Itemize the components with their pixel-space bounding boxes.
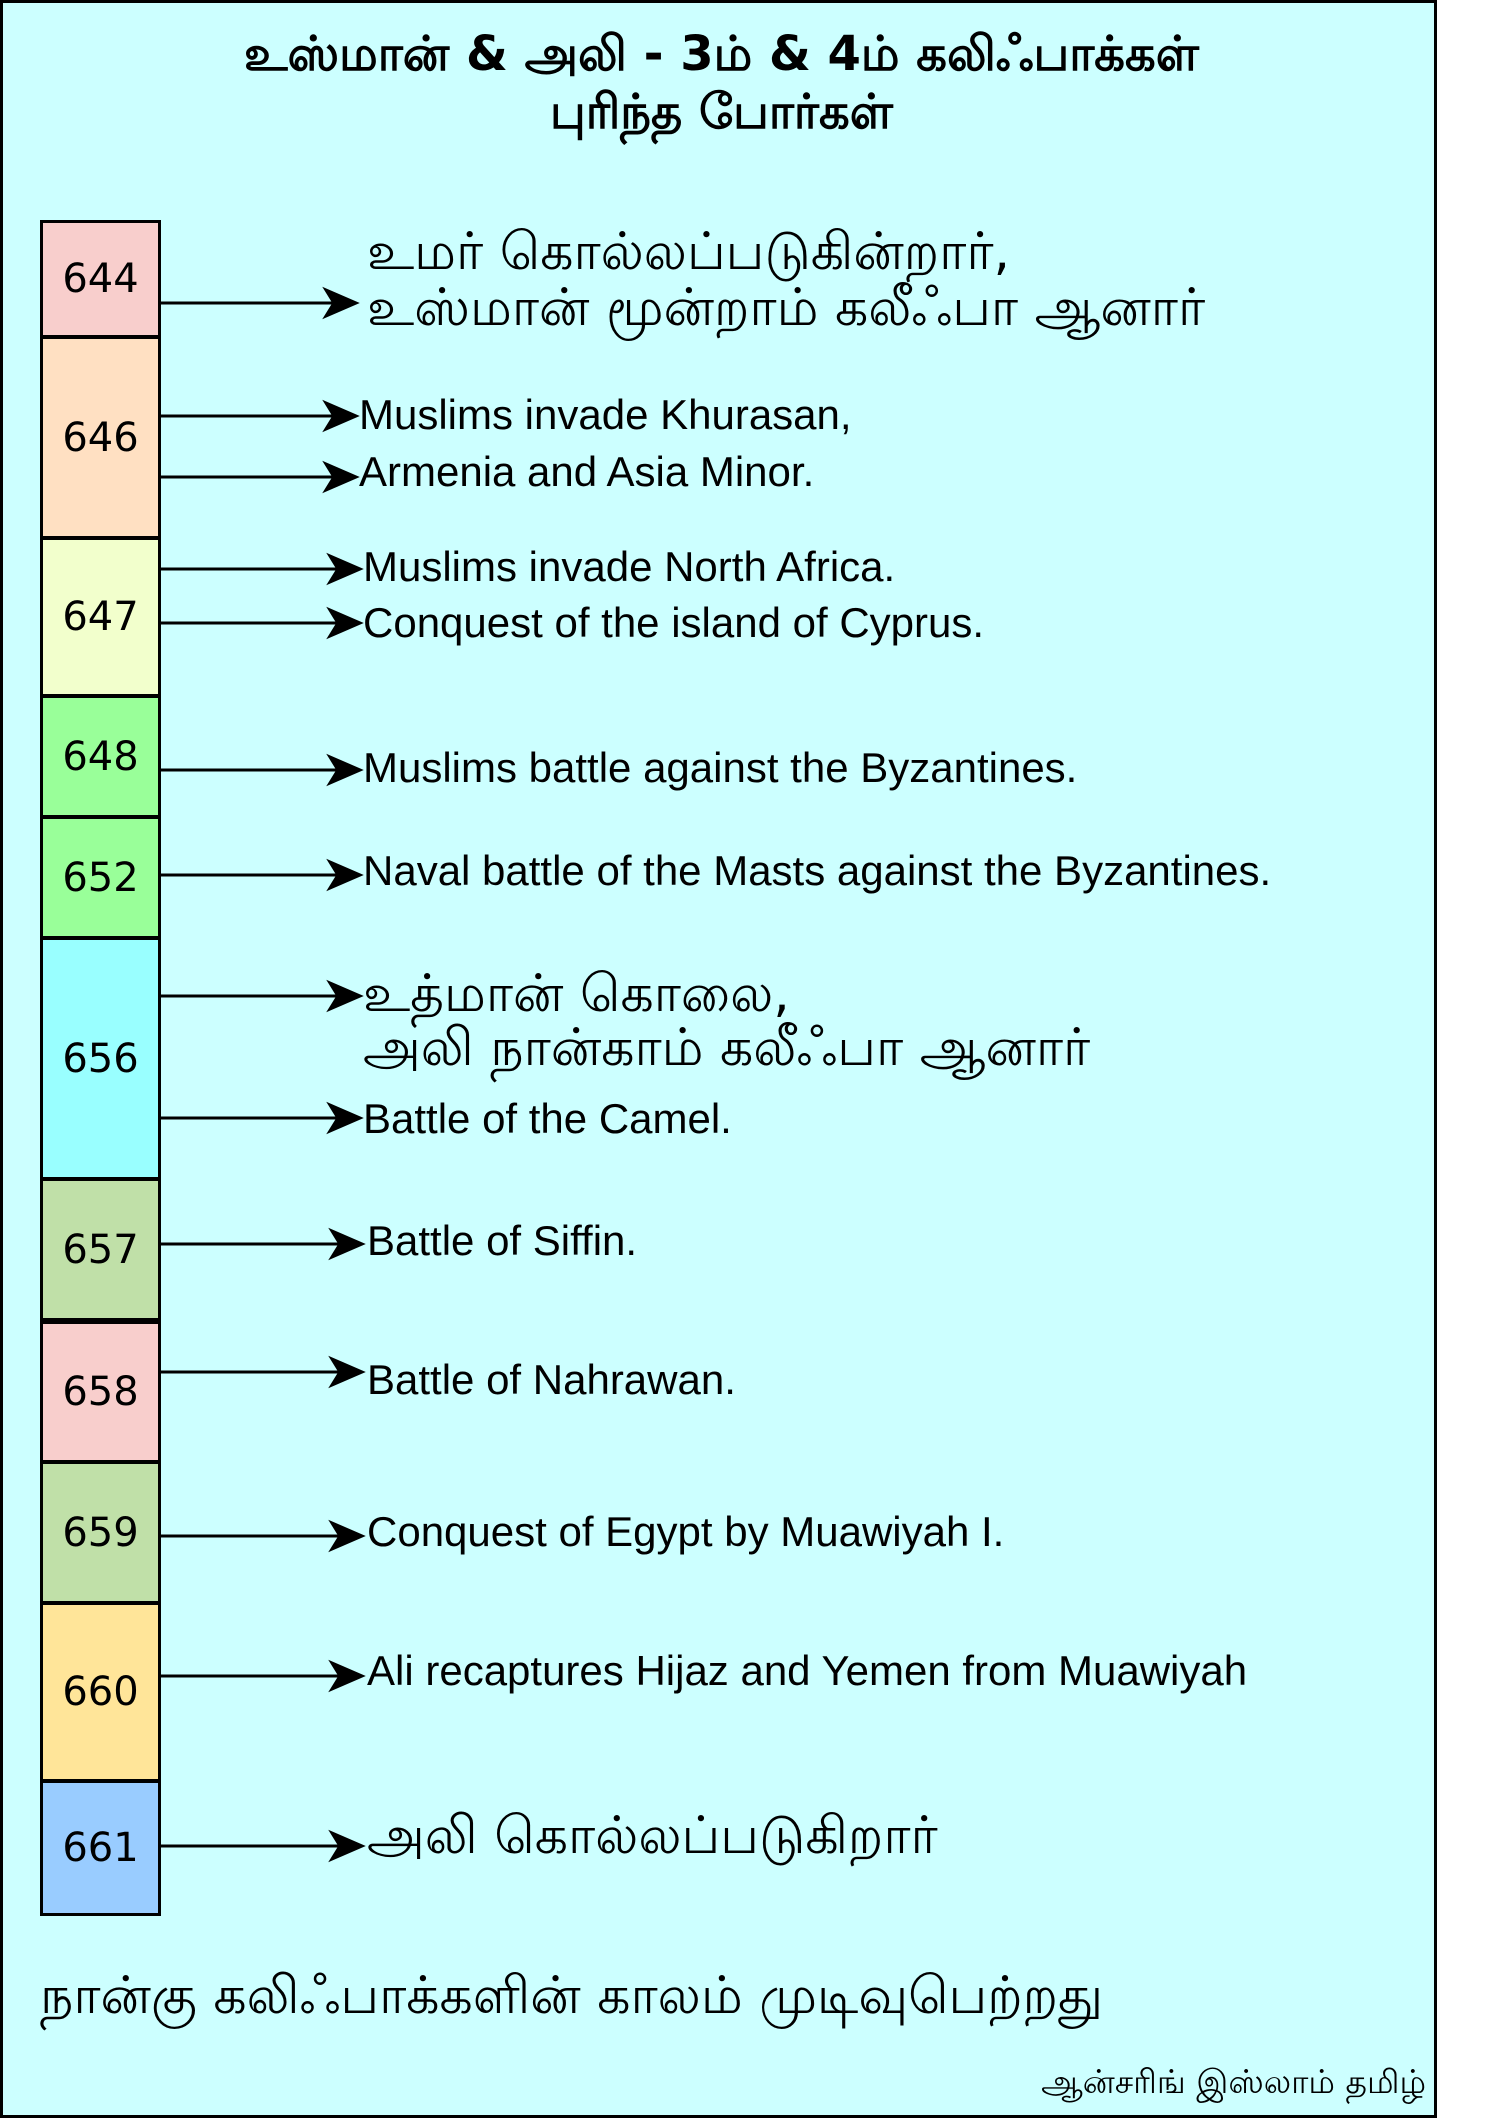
event-660: Ali recaptures Hijaz and Yemen from Muawiyah [367,1647,1248,1694]
year-label: 661 [62,1825,139,1871]
event-656-line-1: உத்மான் கொலை, [363,964,790,1024]
event-661: அலி கொல்லப்படுகிறார் [367,1806,938,1866]
title-line-2: புரிந்த போர்கள் [549,84,893,140]
event-647-line-2: Conquest of the island of Cyprus. [363,599,985,646]
event-652: Naval battle of the Masts against the Byzantines. [363,847,1272,894]
conclusion-text: நான்கு கலிஃபாக்களின் காலம் முடிவுபெற்றது [40,1966,1104,2026]
event-656-line-3: Battle of the Camel. [363,1095,732,1142]
event-659: Conquest of Egypt by Muawiyah I. [367,1508,1005,1555]
credit-text: ஆன்சரிங் இஸ்லாம் தமிழ் [1041,2062,1426,2101]
year-label: 656 [62,1035,139,1082]
event-648: Muslims battle against the Byzantines. [363,744,1078,791]
event-658: Battle of Nahrawan. [367,1356,736,1403]
year-label: 657 [62,1226,139,1273]
event-644-line-2: உஸ்மான் மூன்றாம் கலீஃபா ஆனார் [367,278,1206,338]
event-646-line-2: Armenia and Asia Minor. [359,448,815,495]
year-label: 647 [62,594,139,640]
title-line-1: உஸ்மான் & அலி - 3ம் & 4ம் கலிஃபாக்கள் [243,26,1199,82]
year-label: 652 [62,854,139,901]
year-label: 648 [62,733,139,780]
event-646-line-1: Muslims invade Khurasan, [359,391,852,438]
event-644-line-1: உமர் கொல்லப்படுகின்றார், [367,222,1011,282]
year-label: 660 [62,1669,139,1715]
year-label: 644 [62,256,139,302]
event-657: Battle of Siffin. [367,1217,638,1264]
event-647-line-1: Muslims invade North Africa. [363,543,896,590]
year-label: 659 [62,1509,139,1556]
event-656-line-2: அலி நான்காம் கலீஃபா ஆனார் [363,1018,1091,1078]
year-label: 658 [62,1369,139,1415]
year-label: 646 [62,414,139,461]
